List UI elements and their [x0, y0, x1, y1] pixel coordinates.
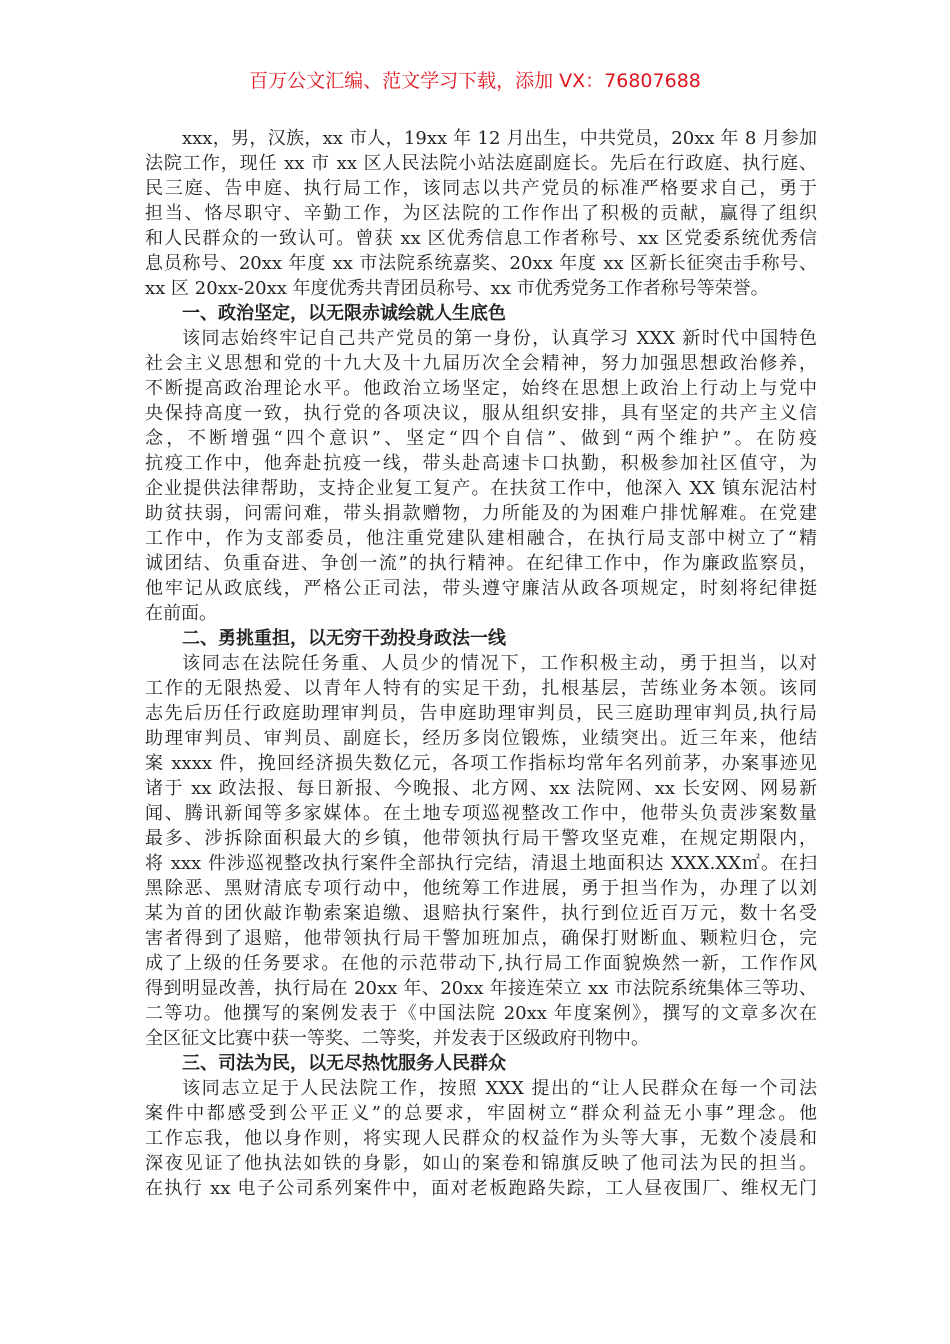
text-line: 诚团结、负重奋进、争创一流”的执行精神。在纪律工作中，作为廉政监察员，: [145, 553, 817, 574]
text-line: 害者得到了退赔，他带领执行局干警加班加点，确保打财断血、颗粒归仓，完: [145, 928, 817, 949]
text-line: 工作忘我，他以身作则，将实现人民群众的权益作为头等大事，无数个凌晨和: [145, 1128, 817, 1149]
text-line: 案件中都感受到公平正义”的总要求，牢固树立“群众利益无小事”理念。他: [145, 1103, 817, 1124]
paragraph: [145, 1076, 817, 1201]
text-line: 民三庭、告申庭、执行局工作，该同志以共产党员的标准严格要求自己，勇于: [145, 178, 817, 199]
text-line: 企业提供法律帮助，支持企业复工复产。在扶贫工作中，他深入 XX 镇东泥沽村: [145, 478, 817, 499]
text-line: 闻、腾讯新闻等多家媒体。在土地专项巡视整改工作中，他带头负责涉案数量: [145, 803, 817, 824]
text-line: 该同志在法院任务重、人员少的情况下，工作积极主动，勇于担当，以对: [182, 653, 817, 674]
text-line: 最多、涉拆除面积最大的乡镇，他带领执行局干警攻坚克难，在规定期限内，: [145, 828, 817, 849]
text-line: 诸于 xx 政法报、每日新报、今晚报、北方网、xx 法院网、xx 长安网、网易新: [145, 778, 817, 799]
text-line: 志先后历任行政庭助理审判员，告申庭助理审判员，民三庭助理审判员,执行局: [145, 703, 817, 724]
text-line: 助贫扶弱，问需问难，带头捐款赠物，力所能及的为困难户排忧解难。在党建: [145, 503, 817, 524]
text-line: 息员称号、20xx 年度 xx 市法院系统嘉奖、20xx 年度 xx 区新长征突击手称号、: [145, 253, 817, 274]
text-line: 在前面。: [145, 603, 217, 624]
text-line: 央保持高度一致，执行党的各项决议，服从组织安排，具有坚定的共产主义信: [145, 403, 817, 424]
heading-text: 二、勇挑重担，以无穷干劲投身政法一线: [182, 628, 506, 649]
text-line: 助理审判员、审判员、副庭长，经历多岗位锻炼，业绩突出。近三年来，他结: [145, 728, 817, 749]
text-line: 成了上级的任务要求。在他的示范带动下,执行局工作面貌焕然一新，工作作风: [145, 953, 817, 974]
text-line: 工作中，作为支部委员，他注重党建队建相融合，在执行局支部中树立了“精: [145, 528, 817, 549]
paragraph: [145, 326, 817, 626]
text-line: 黑除恶、黑财清底专项行动中，他统筹工作进展，勇于担当作为，办理了以刘: [145, 878, 817, 899]
watermark-banner: 百万公文汇编、范文学习下载，添加 VX：76807688: [249, 70, 701, 92]
text-line: 某为首的团伙敲诈勒索案追缴、退赔执行案件，执行到位近百万元，数十名受: [145, 903, 817, 924]
text-line: 案 xxxx 件，挽回经济损失数亿元，各项工作指标均常年名列前茅，办案事迹见: [145, 753, 817, 774]
paragraph: [145, 651, 817, 1051]
text-line: 二等功。他撰写的案例发表于《中国法院 20xx 年度案例》，撰写的文章多次在: [145, 1003, 817, 1024]
text-line: xx 区 20xx-20xx 年度优秀共青团员称号、xx 市优秀党务工作者称号等荣誉。: [145, 278, 769, 299]
text-line: xxx，男，汉族，xx 市人，19xx 年 12 月出生，中共党员，20xx 年 8 月参加: [182, 128, 817, 149]
text-line: 在执行 xx 电子公司系列案件中，面对老板跑路失踪，工人昼夜围厂、维权无门: [145, 1178, 817, 1199]
text-line: 将 xxx 件涉巡视整改执行案件全部执行完结，清退土地面积达 XXX.XX㎡。在扫: [145, 853, 817, 874]
text-line: 该同志立足于人民法院工作，按照 XXX 提出的“让人民群众在每一个司法: [182, 1078, 817, 1099]
section-heading: [145, 301, 817, 326]
text-line: 和人民群众的一致认可。曾获 xx 区优秀信息工作者称号、xx 区党委系统优秀信: [145, 228, 817, 249]
text-line: 念，不断增强“四个意识”、坚定“四个自信”、做到“两个维护”。在防疫: [145, 428, 817, 449]
text-line: 得到明显改善，执行局在 20xx 年、20xx 年接连荣立 xx 市法院系统集体三等功、: [145, 978, 817, 999]
heading-text: 一、政治坚定，以无限赤诚绘就人生底色: [182, 303, 506, 324]
text-line: 工作的无限热爱、以青年人特有的实足干劲，扎根基层，苦练业务本领。该同: [145, 678, 817, 699]
text-line: 全区征文比赛中获一等奖、二等奖，并发表于区级政府刊物中。: [145, 1028, 649, 1049]
section-heading: [145, 626, 817, 651]
document-body: [145, 126, 817, 1201]
paragraph: [145, 126, 817, 301]
section-heading: [145, 1051, 817, 1076]
text-line: 担当、恪尽职守、辛勤工作，为区法院的工作作出了积极的贡献，赢得了组织: [145, 203, 817, 224]
text-line: 抗疫工作中，他奔赴抗疫一线，带头赴高速卡口执勤，积极参加社区值守，为: [145, 453, 817, 474]
text-line: 该同志始终牢记自己共产党员的第一身份，认真学习 XXX 新时代中国特色: [182, 328, 817, 349]
text-line: 他牢记从政底线，严格公正司法，带头遵守廉洁从政各项规定，时刻将纪律挺: [145, 578, 817, 599]
text-line: 法院工作，现任 xx 市 xx 区人民法院小站法庭副庭长。先后在行政庭、执行庭、: [145, 153, 817, 174]
text-line: 深夜见证了他执法如铁的身影，如山的案卷和锦旗反映了他司法为民的担当。: [145, 1153, 817, 1174]
text-line: 社会主义思想和党的十九大及十九届历次全会精神，努力加强思想政治修养，: [145, 353, 817, 374]
heading-text: 三、司法为民，以无尽热忱服务人民群众: [182, 1053, 506, 1074]
text-line: 不断提高政治理论水平。他政治立场坚定，始终在思想上政治上行动上与党中: [145, 378, 817, 399]
